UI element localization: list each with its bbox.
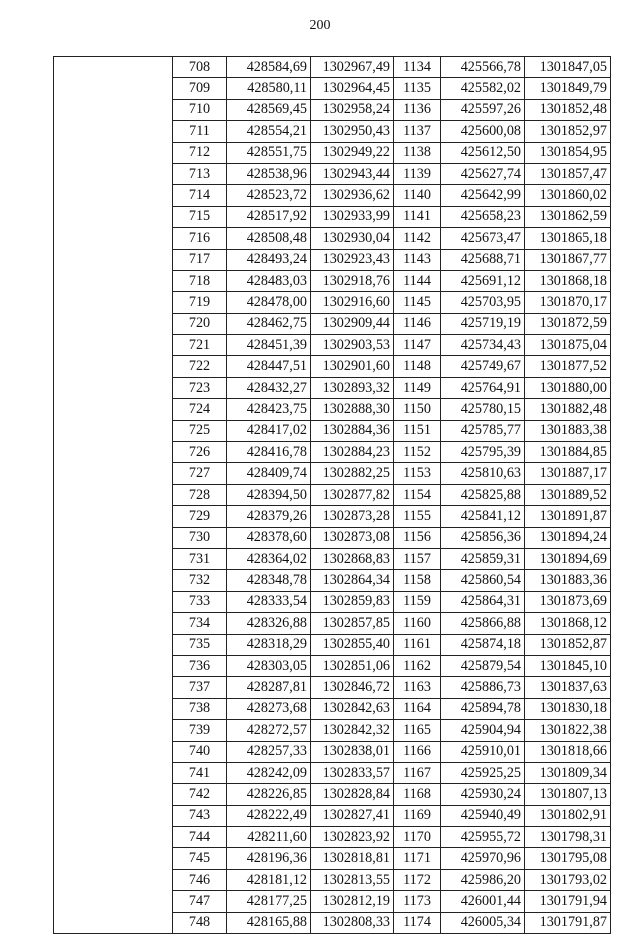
table-cell: 425673,47	[441, 228, 525, 249]
table-cell: 715	[173, 206, 227, 227]
table-cell: 1302884,36	[311, 420, 394, 441]
table-cell: 425600,08	[441, 121, 525, 142]
table-cell: 742	[173, 784, 227, 805]
table-cell: 1302868,83	[311, 548, 394, 569]
table-cell: 425866,88	[441, 613, 525, 634]
table-cell: 1301865,18	[525, 228, 611, 249]
table-cell: 747	[173, 891, 227, 912]
table-cell: 428584,69	[227, 57, 311, 78]
table-cell: 428432,27	[227, 377, 311, 398]
table-cell: 425986,20	[441, 869, 525, 890]
table-cell: 425566,78	[441, 57, 525, 78]
table-cell: 1159	[394, 591, 441, 612]
table-cell: 428165,88	[227, 912, 311, 933]
table-cell: 1302864,34	[311, 570, 394, 591]
table-cell: 425691,12	[441, 270, 525, 291]
table-cell: 1301847,05	[525, 57, 611, 78]
table-cell: 1147	[394, 335, 441, 356]
table-cell: 428177,25	[227, 891, 311, 912]
table-cell: 1302818,81	[311, 848, 394, 869]
table-cell: 426005,34	[441, 912, 525, 933]
table-cell: 1301854,95	[525, 142, 611, 163]
table-cell: 717	[173, 249, 227, 270]
table-cell: 1301872,59	[525, 313, 611, 334]
table-cell: 425734,43	[441, 335, 525, 356]
table-cell: 1302923,43	[311, 249, 394, 270]
table-cell: 1301884,85	[525, 442, 611, 463]
table-cell: 1301887,17	[525, 463, 611, 484]
table-cell: 428242,09	[227, 762, 311, 783]
table-cell: 428257,33	[227, 741, 311, 762]
table-cell: 1162	[394, 655, 441, 676]
table-cell: 428508,48	[227, 228, 311, 249]
table-cell: 425825,88	[441, 484, 525, 505]
table-cell: 1302833,57	[311, 762, 394, 783]
table-cell: 1302813,55	[311, 869, 394, 890]
table-cell: 1170	[394, 827, 441, 848]
table-cell: 1163	[394, 677, 441, 698]
table-cell: 428423,75	[227, 399, 311, 420]
table-cell: 1301837,63	[525, 677, 611, 698]
table-cell: 730	[173, 527, 227, 548]
table-cell: 428538,96	[227, 163, 311, 184]
table-cell: 425703,95	[441, 292, 525, 313]
table-cell: 1301791,87	[525, 912, 611, 933]
table-cell: 425780,15	[441, 399, 525, 420]
table-cell: 1301883,38	[525, 420, 611, 441]
table-cell: 1134	[394, 57, 441, 78]
table-cell: 1301802,91	[525, 805, 611, 826]
table-cell: 714	[173, 185, 227, 206]
table-cell: 428211,60	[227, 827, 311, 848]
table-cell: 712	[173, 142, 227, 163]
table-cell: 1302877,82	[311, 484, 394, 505]
table-cell: 428551,75	[227, 142, 311, 163]
table-cell: 425860,54	[441, 570, 525, 591]
table-cell: 428222,49	[227, 805, 311, 826]
table-cell: 425785,77	[441, 420, 525, 441]
table-cell: 748	[173, 912, 227, 933]
table-cell: 1172	[394, 869, 441, 890]
table-cell: 1302855,40	[311, 634, 394, 655]
table-cell: 732	[173, 570, 227, 591]
table-cell: 1302903,53	[311, 335, 394, 356]
table-cell: 1302842,32	[311, 720, 394, 741]
table-cell: 1301880,00	[525, 377, 611, 398]
table-cell: 428181,12	[227, 869, 311, 890]
table-cell: 1302859,83	[311, 591, 394, 612]
table-cell: 425910,01	[441, 741, 525, 762]
table-cell: 425719,19	[441, 313, 525, 334]
table-cell: 737	[173, 677, 227, 698]
table-cell: 1302857,85	[311, 613, 394, 634]
table-cell: 1165	[394, 720, 441, 741]
table-cell: 1302930,04	[311, 228, 394, 249]
table-cell: 741	[173, 762, 227, 783]
table-cell: 726	[173, 442, 227, 463]
table-cell: 426001,44	[441, 891, 525, 912]
table-cell: 1302916,60	[311, 292, 394, 313]
table-cell: 425864,31	[441, 591, 525, 612]
table-cell: 1301868,12	[525, 613, 611, 634]
table-cell: 1161	[394, 634, 441, 655]
table-cell: 428554,21	[227, 121, 311, 142]
table-cell: 744	[173, 827, 227, 848]
table-cell: 1302873,28	[311, 506, 394, 527]
table-cell: 425886,73	[441, 677, 525, 698]
table-cell: 1302933,99	[311, 206, 394, 227]
table-cell: 1302846,72	[311, 677, 394, 698]
table-cell: 428378,60	[227, 527, 311, 548]
table-cell: 1301798,31	[525, 827, 611, 848]
table-cell: 1302888,30	[311, 399, 394, 420]
table-cell: 428417,02	[227, 420, 311, 441]
table-cell: 1301852,97	[525, 121, 611, 142]
table-cell: 719	[173, 292, 227, 313]
table-cell: 428523,72	[227, 185, 311, 206]
table-cell: 1301795,08	[525, 848, 611, 869]
table-cell: 1142	[394, 228, 441, 249]
table-cell: 1157	[394, 548, 441, 569]
table-cell: 1301860,02	[525, 185, 611, 206]
table-cell: 425940,49	[441, 805, 525, 826]
table-cell: 713	[173, 163, 227, 184]
table-cell: 1302901,60	[311, 356, 394, 377]
table-cell: 1167	[394, 762, 441, 783]
table-cell: 745	[173, 848, 227, 869]
table-cell: 428303,05	[227, 655, 311, 676]
table-cell: 722	[173, 356, 227, 377]
table-cell: 734	[173, 613, 227, 634]
table-cell: 1302851,06	[311, 655, 394, 676]
table-cell: 428379,26	[227, 506, 311, 527]
table-cell: 728	[173, 484, 227, 505]
table-row	[54, 57, 611, 78]
table-cell: 746	[173, 869, 227, 890]
empty-merged-cell	[54, 57, 173, 934]
table-cell: 1301894,69	[525, 548, 611, 569]
table-cell: 1153	[394, 463, 441, 484]
table-cell: 425930,24	[441, 784, 525, 805]
table-cell: 1301877,52	[525, 356, 611, 377]
table-cell: 1301818,66	[525, 741, 611, 762]
table-cell: 428517,92	[227, 206, 311, 227]
table-cell: 428273,68	[227, 698, 311, 719]
table-cell: 1155	[394, 506, 441, 527]
table-cell: 1302943,44	[311, 163, 394, 184]
table-cell: 425856,36	[441, 527, 525, 548]
table-cell: 428318,29	[227, 634, 311, 655]
table-cell: 1156	[394, 527, 441, 548]
table-cell: 425859,31	[441, 548, 525, 569]
table-cell: 716	[173, 228, 227, 249]
table-cell: 1146	[394, 313, 441, 334]
table-cell: 428348,78	[227, 570, 311, 591]
table-cell: 1301891,87	[525, 506, 611, 527]
table-body	[54, 57, 611, 934]
table-cell: 1301852,48	[525, 99, 611, 120]
table-cell: 1301870,17	[525, 292, 611, 313]
table-cell: 1302967,49	[311, 57, 394, 78]
table-cell: 1302838,01	[311, 741, 394, 762]
table-cell: 425955,72	[441, 827, 525, 848]
table-cell: 425795,39	[441, 442, 525, 463]
table-cell: 1301862,59	[525, 206, 611, 227]
table-cell: 1173	[394, 891, 441, 912]
table-cell: 1164	[394, 698, 441, 719]
table-cell: 428569,45	[227, 99, 311, 120]
table-cell: 1302812,19	[311, 891, 394, 912]
table-cell: 428287,81	[227, 677, 311, 698]
table-cell: 708	[173, 57, 227, 78]
table-cell: 1171	[394, 848, 441, 869]
table-cell: 1301875,04	[525, 335, 611, 356]
table-cell: 1301845,10	[525, 655, 611, 676]
table-cell: 739	[173, 720, 227, 741]
table-cell: 1136	[394, 99, 441, 120]
table-cell: 736	[173, 655, 227, 676]
table-cell: 1301873,69	[525, 591, 611, 612]
table-cell: 428451,39	[227, 335, 311, 356]
table-cell: 1152	[394, 442, 441, 463]
table-cell: 735	[173, 634, 227, 655]
table-cell: 428226,85	[227, 784, 311, 805]
table-cell: 1301867,77	[525, 249, 611, 270]
table-cell: 724	[173, 399, 227, 420]
table-cell: 1302827,41	[311, 805, 394, 826]
table-cell: 1151	[394, 420, 441, 441]
table-cell: 1140	[394, 185, 441, 206]
table-cell: 425970,96	[441, 848, 525, 869]
table-cell: 1302882,25	[311, 463, 394, 484]
table-cell: 1301882,48	[525, 399, 611, 420]
table-cell: 1302964,45	[311, 78, 394, 99]
table-cell: 711	[173, 121, 227, 142]
table-cell: 425764,91	[441, 377, 525, 398]
table-cell: 1143	[394, 249, 441, 270]
table-cell: 1302950,43	[311, 121, 394, 142]
table-cell: 723	[173, 377, 227, 398]
table-cell: 428394,50	[227, 484, 311, 505]
table-cell: 1302842,63	[311, 698, 394, 719]
table-cell: 428483,03	[227, 270, 311, 291]
table-cell: 425658,23	[441, 206, 525, 227]
table-cell: 1302958,24	[311, 99, 394, 120]
table-cell: 1139	[394, 163, 441, 184]
table-cell: 425879,54	[441, 655, 525, 676]
table-cell: 1302918,76	[311, 270, 394, 291]
table-cell: 425904,94	[441, 720, 525, 741]
table-cell: 1149	[394, 377, 441, 398]
table-cell: 428478,00	[227, 292, 311, 313]
table-cell: 709	[173, 78, 227, 99]
table-cell: 428272,57	[227, 720, 311, 741]
table-cell: 1150	[394, 399, 441, 420]
table-cell: 1302893,32	[311, 377, 394, 398]
table-cell: 718	[173, 270, 227, 291]
table-cell: 1148	[394, 356, 441, 377]
table-cell: 731	[173, 548, 227, 569]
table-cell: 740	[173, 741, 227, 762]
table-cell: 720	[173, 313, 227, 334]
table-cell: 1302936,62	[311, 185, 394, 206]
table-cell: 425841,12	[441, 506, 525, 527]
table-cell: 1301807,13	[525, 784, 611, 805]
table-cell: 425612,50	[441, 142, 525, 163]
table-cell: 1302828,84	[311, 784, 394, 805]
table-cell: 425925,25	[441, 762, 525, 783]
table-cell: 729	[173, 506, 227, 527]
table-cell: 1135	[394, 78, 441, 99]
table-cell: 1302909,44	[311, 313, 394, 334]
table-cell: 1301809,34	[525, 762, 611, 783]
table-cell: 428409,74	[227, 463, 311, 484]
table-cell: 428364,02	[227, 548, 311, 569]
table-cell: 428416,78	[227, 442, 311, 463]
table-cell: 425582,02	[441, 78, 525, 99]
table-cell: 1301889,52	[525, 484, 611, 505]
table-cell: 1144	[394, 270, 441, 291]
table-cell: 721	[173, 335, 227, 356]
table-cell: 1301857,47	[525, 163, 611, 184]
table-cell: 733	[173, 591, 227, 612]
table-cell: 738	[173, 698, 227, 719]
table-cell: 1301822,38	[525, 720, 611, 741]
table-cell: 1301791,94	[525, 891, 611, 912]
table-cell: 1301849,79	[525, 78, 611, 99]
table-cell: 1301894,24	[525, 527, 611, 548]
table-cell: 425749,67	[441, 356, 525, 377]
table-cell: 428196,36	[227, 848, 311, 869]
table-cell: 425894,78	[441, 698, 525, 719]
table-cell: 1141	[394, 206, 441, 227]
table-cell: 1301793,02	[525, 869, 611, 890]
coordinates-table	[53, 56, 611, 934]
table-cell: 1302949,22	[311, 142, 394, 163]
table-cell: 428333,54	[227, 591, 311, 612]
table-cell: 1154	[394, 484, 441, 505]
table-cell: 425627,74	[441, 163, 525, 184]
page-number: 200	[309, 18, 331, 33]
table-cell: 1301868,18	[525, 270, 611, 291]
table-cell: 1158	[394, 570, 441, 591]
table-cell: 1302884,23	[311, 442, 394, 463]
table-cell: 428462,75	[227, 313, 311, 334]
table-cell: 1302823,92	[311, 827, 394, 848]
table-cell: 1302873,08	[311, 527, 394, 548]
table-cell: 725	[173, 420, 227, 441]
table-cell: 1302808,33	[311, 912, 394, 933]
table-cell: 1174	[394, 912, 441, 933]
table-cell: 425810,63	[441, 463, 525, 484]
table-cell: 1301830,18	[525, 698, 611, 719]
table-cell: 1137	[394, 121, 441, 142]
table-cell: 710	[173, 99, 227, 120]
table-cell: 1168	[394, 784, 441, 805]
table-cell: 1301852,87	[525, 634, 611, 655]
table-cell: 1145	[394, 292, 441, 313]
table-cell: 425688,71	[441, 249, 525, 270]
table-cell: 428493,24	[227, 249, 311, 270]
table-cell: 425642,99	[441, 185, 525, 206]
table-cell: 425874,18	[441, 634, 525, 655]
table-cell: 1169	[394, 805, 441, 826]
table-cell: 428447,51	[227, 356, 311, 377]
table-cell: 727	[173, 463, 227, 484]
table-cell: 428326,88	[227, 613, 311, 634]
table-cell: 425597,26	[441, 99, 525, 120]
table-cell: 1138	[394, 142, 441, 163]
table-cell: 1301883,36	[525, 570, 611, 591]
table-cell: 743	[173, 805, 227, 826]
table-cell: 428580,11	[227, 78, 311, 99]
table-cell: 1160	[394, 613, 441, 634]
table-cell: 1166	[394, 741, 441, 762]
